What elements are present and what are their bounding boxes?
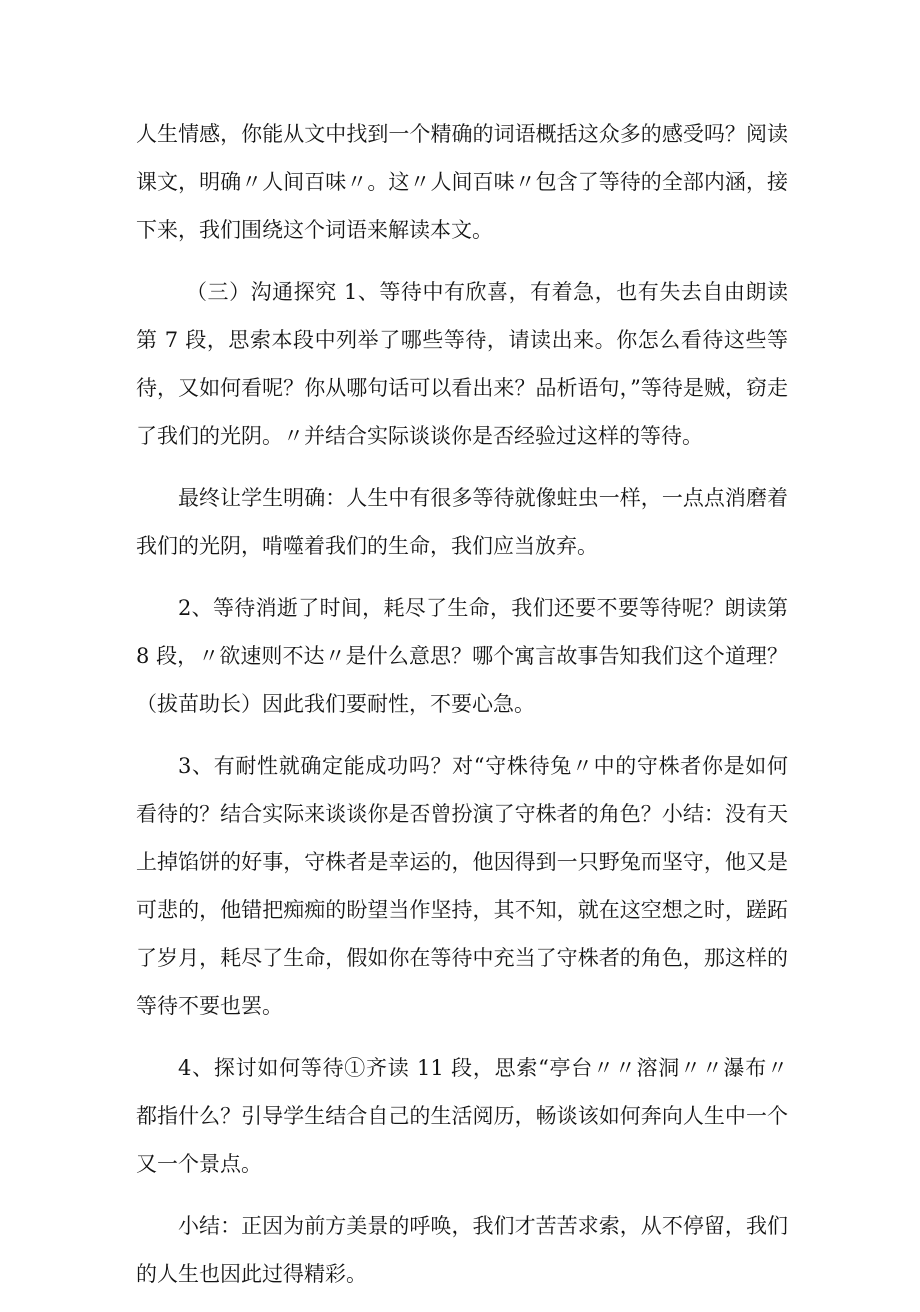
paragraph-6: 4、探讨如何等待①齐读 11 段，思索“亭台〃〃溶洞〃〃瀑布〃都指什么？引导学生结合自己的生活阅历，畅谈该如何奔向人生中一个又一个景点。 <box>136 1056 788 1176</box>
paragraph-7: 小结：正因为前方美景的呼唤，我们才苦苦求索，从不停留，我们的人生也因此过得精彩。 <box>136 1214 788 1286</box>
paragraph-2: （三）沟通探究 1、等待中有欣喜，有着急，也有失去自由朗读第 7 段，思索本段中列举了哪些等待，请读出来。你怎么看待这些等待，又如何看呢？你从哪句话可以看出来？品析语句，”等待是贼，窃走了我们的光阴。〃并结合实际谈谈你是否经验过这样的等待。 <box>136 280 788 448</box>
paragraph-1: 人生情感，你能从文中找到一个精确的词语概括这众多的感受吗？阅读课文，明确〃人间百味〃。这〃人间百味〃包含了等待的全部内涵，接下来，我们围绕这个词语来解读本文。 <box>136 122 788 242</box>
paragraph-4: 2、等待消逝了时间，耗尽了生命，我们还要不要等待呢？朗读第 8 段，〃欲速则不达〃是什么意思？哪个寓言故事告知我们这个道理？（拔苗助长）因此我们要耐性，不要心急。 <box>136 596 788 716</box>
paragraph-3: 最终让学生明确：人生中有很多等待就像蛀虫一样，一点点消磨着我们的光阴，啃噬着我们的生命，我们应当放弃。 <box>136 486 788 558</box>
document-body <box>136 110 788 1312</box>
paragraph-5: 3、有耐性就确定能成功吗？对“守株待兔〃中的守株者你是如何看待的？结合实际来谈谈你是否曾扮演了守株者的角色？小结：没有天上掉馅饼的好事，守株者是幸运的，他因得到一只野兔而坚守，他又是可悲的，他错把痴痴的盼望当作坚持，其不知，就在这空想之时，蹉跖了岁月，耗尽了生命，假如你在等待中充当了守株者的角色，那这样的等待不要也罢。 <box>136 754 788 1018</box>
